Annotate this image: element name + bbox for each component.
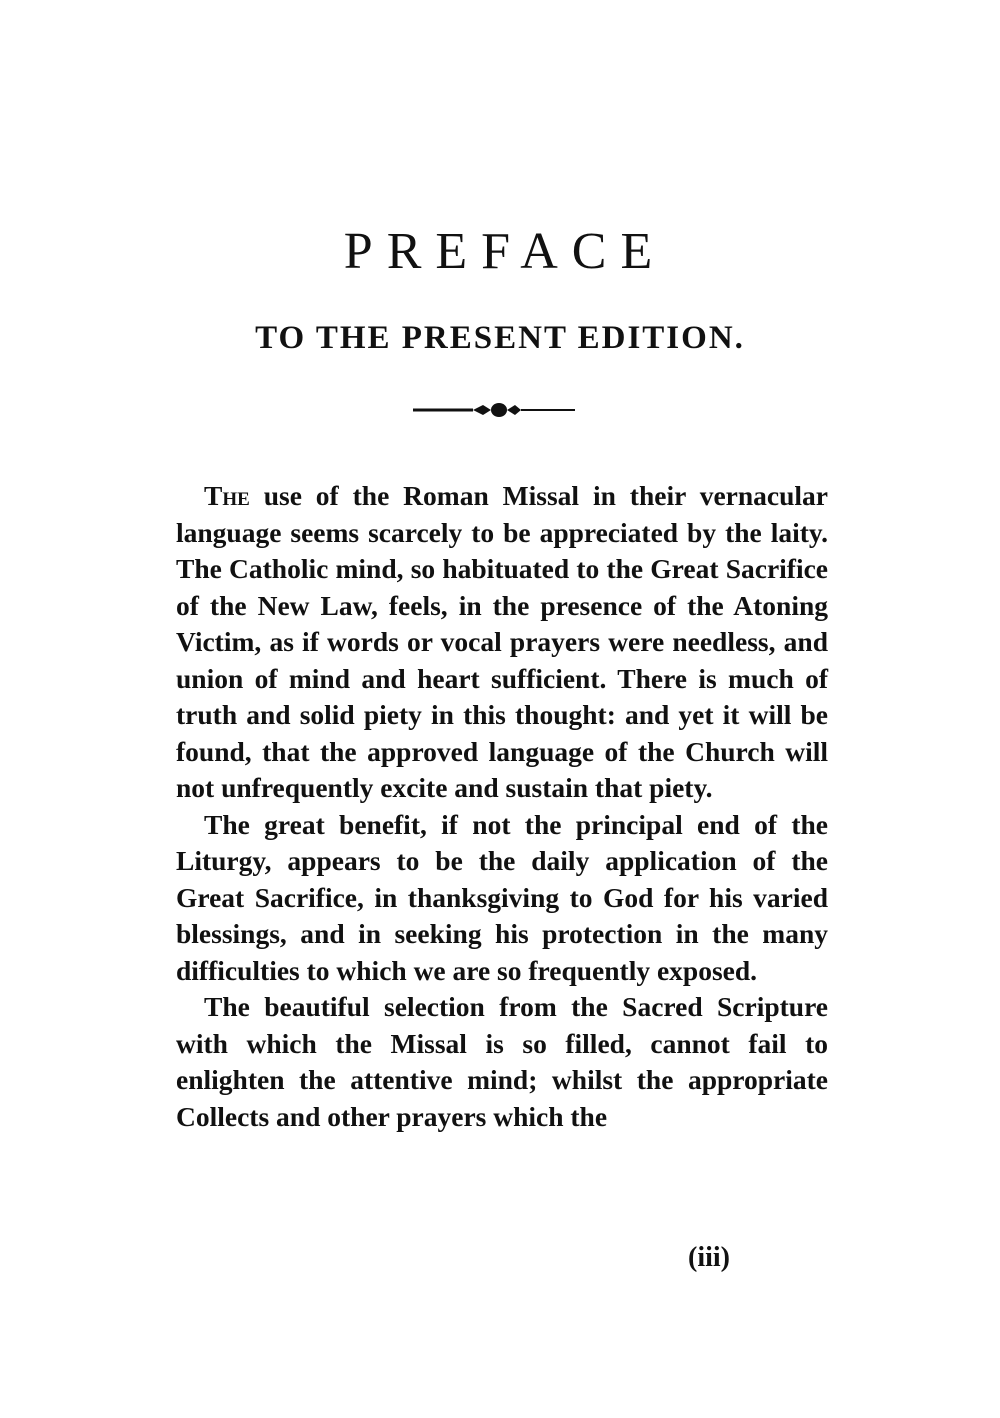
preface-body bbox=[176, 478, 828, 1135]
page-number: (iii) bbox=[688, 1242, 730, 1273]
paragraph-2: The great benefit, if not the principal end of the Liturgy, appears to be the daily application of the Great Sacrifice, in thanksgiving to God for his varied blessings, and in seeking his protection in the many difficulties to which we are so frequently exposed. bbox=[176, 808, 828, 986]
ornamental-divider bbox=[413, 400, 575, 420]
drop-word: The bbox=[204, 480, 250, 511]
page-title: PREFACE bbox=[343, 223, 667, 280]
paragraph-3: The beautiful selection from the Sacred Scripture with which the Missal is so filled, cannot fail to enlighten the attentive mind; whilst the appropriate Collects and other prayers which the bbox=[176, 991, 828, 1132]
page-subtitle: TO THE PRESENT EDITION. bbox=[255, 320, 745, 356]
paragraph-1 bbox=[176, 478, 828, 807]
paragraph-1-text: use of the Roman Missal in their vernacular language seems scarcely to be appreciated by the laity. The Catholic mind, so habituated to the Great Sacrifice of the New Law, feels, in the presence of the Atoning Victim, as if words or vocal prayers were needless, and union of mind and heart sufficient. There is much of truth and solid piety in this thought: and yet it will be found, that the approved language of the Church will not unfrequently excite and sustain that piety. bbox=[176, 480, 828, 803]
